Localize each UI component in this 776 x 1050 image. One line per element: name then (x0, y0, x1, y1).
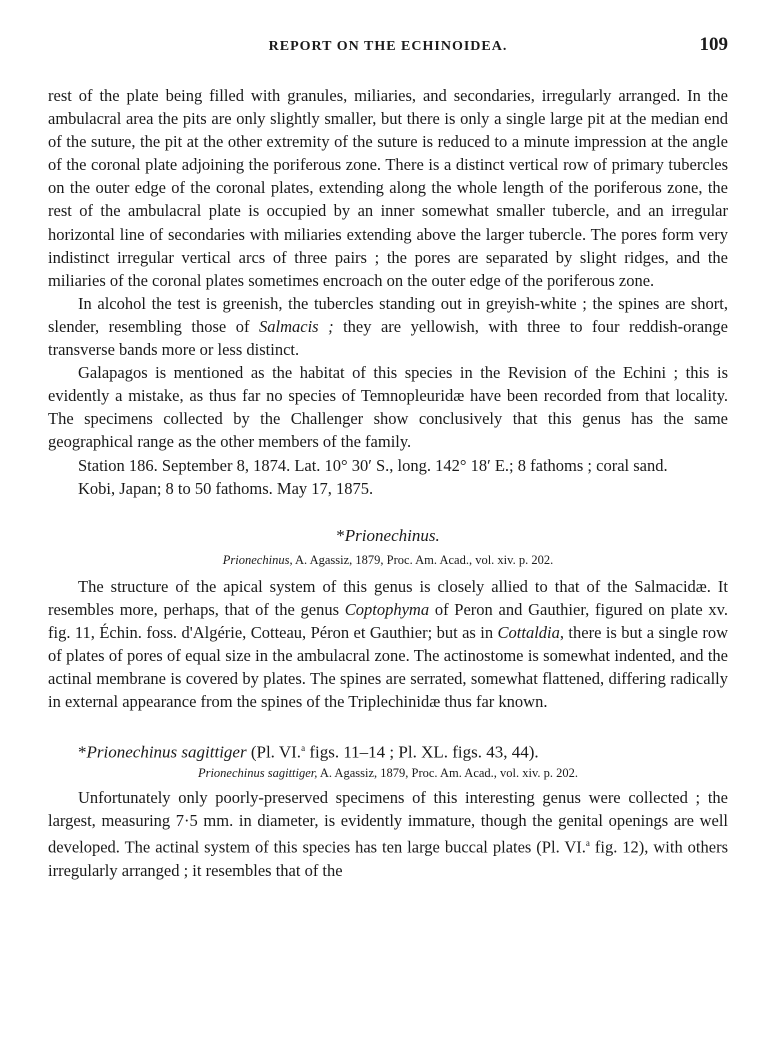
running-title: REPORT ON THE ECHINOIDEA. (268, 39, 508, 54)
species-plates-sup: a (301, 743, 306, 754)
page-number: 109 (699, 34, 728, 55)
paragraph-galapagos: Galapagos is mentioned as the habitat of this species in the Revision of the Echini ; this is evidently a mistake, as thus far no species of Temnopleuridæ have been recorded from that locality. The specimens collected by the Challenger show conclusively that this genus has the same geographical range as the other members of the family. (48, 363, 728, 452)
paragraph-species-description (48, 786, 728, 882)
species-citation-details: A. Agassiz, 1879, Proc. Am. Acad., vol. xiv. p. 202. (317, 765, 579, 780)
species-citation-name: Prionechinus sagittiger, (197, 765, 318, 780)
genus-citation-details: A. Agassiz, 1879, Proc. Am. Acad., vol. xiv. p. 202. (292, 552, 554, 567)
species-text-a: Unfortunately only poorly-preserved specimens of this interesting genus were collected ; the largest, measuring 7·5 mm. in diameter, is evidently immature, though the genital openings are well developed. The actinal system of this species has ten large buccal plates (Pl. VI. (48, 787, 728, 857)
genus-citation (48, 551, 728, 569)
species-text-b: fig. 12), with others irregularly arranged ; it resembles that of the (48, 837, 729, 880)
paragraph-station: Station 186. September 8, 1874. Lat. 10° 30′ S., long. 142° 18′ E.; 8 fathoms ; coral sand. (78, 455, 668, 475)
species-name: Prionechinus sagittiger (86, 742, 247, 762)
species-text-sup: a (585, 838, 590, 849)
paragraph-continued: rest of the plate being filled with granules, miliaries, and secondaries, irregularly arranged. In the ambulacral area the pits are only slightly smaller, but there is only a single large pit at the median end of the suture, the pit at the other extremity of the suture is reduced to a minute impression at the angle of the coronal plate adjoining the poriferous zone. There is a distinct vertical row of primary tubercles on the outer edge of the coronal plates, extending along the whole length of the poriferous zone, the rest of the ambulacral plate is occupied by an inner somewhat smaller tubercle, and an irregular horizontal line of secondaries with miliaries extending above the larger tubercle. The pores form very indistinct irregular vertical arcs of three pairs ; the pores are separated by slight ridges, and the miliaries of the coronal plates sometimes encroach on the outer edge of the poriferous zone. (48, 86, 728, 290)
paragraph-genus-description (48, 575, 728, 714)
alcohol-text-end: they are yellowish, with three to four reddish-orange transverse bands more or less distinct. (48, 316, 728, 360)
genus-asterisk: * (336, 525, 345, 545)
species-plates-b: figs. 11–14 ; Pl. XL. figs. 43, 44). (305, 742, 539, 762)
species-plates-a: (Pl. VI. (246, 742, 302, 762)
page-header (48, 34, 728, 60)
genus-citation-name: Prionechinus, (222, 552, 293, 567)
alcohol-text-start: In alcohol the test is greenish, the tubercles standing out in greyish-white ; the spines are short, slender, resembling those of (48, 293, 728, 336)
paragraph-locality: Kobi, Japan; 8 to 50 fathoms. May 17, 1875. (78, 478, 374, 498)
cottaldia-genus-name: Cottaldia (497, 622, 560, 642)
coptophyma-genus-name: Coptophyma (344, 599, 430, 619)
species-heading (48, 737, 728, 764)
species-asterisk: * (78, 742, 87, 762)
genus-text-a: The structure of the apical system of this genus is closely allied to that of the Salmacidæ. It resembles more, perhaps, that of the genus (48, 576, 728, 619)
body-text (48, 84, 728, 882)
genus-text-c: , there is but a single row of plates of pores of equal size in the ambulacral zone. The actinostome is somewhat indented, and the actinal membrane is covered by plates. The spines are serrated, somewhat flattened, differing radically in external appearance from the spines of the Triplechinidæ thus far known. (48, 622, 729, 712)
genus-heading (48, 524, 728, 547)
genus-text-b: of Peron and Gauthier, figured on plate xv. fig. 11, Échin. foss. d'Algérie, Cotteau, Péron et Gauthier; but as in (48, 599, 728, 642)
species-citation (48, 764, 728, 782)
salmacis-genus-name: Salmacis ; (259, 316, 334, 336)
paragraph-alcohol (48, 292, 728, 361)
genus-name: Prionechinus. (344, 525, 440, 545)
